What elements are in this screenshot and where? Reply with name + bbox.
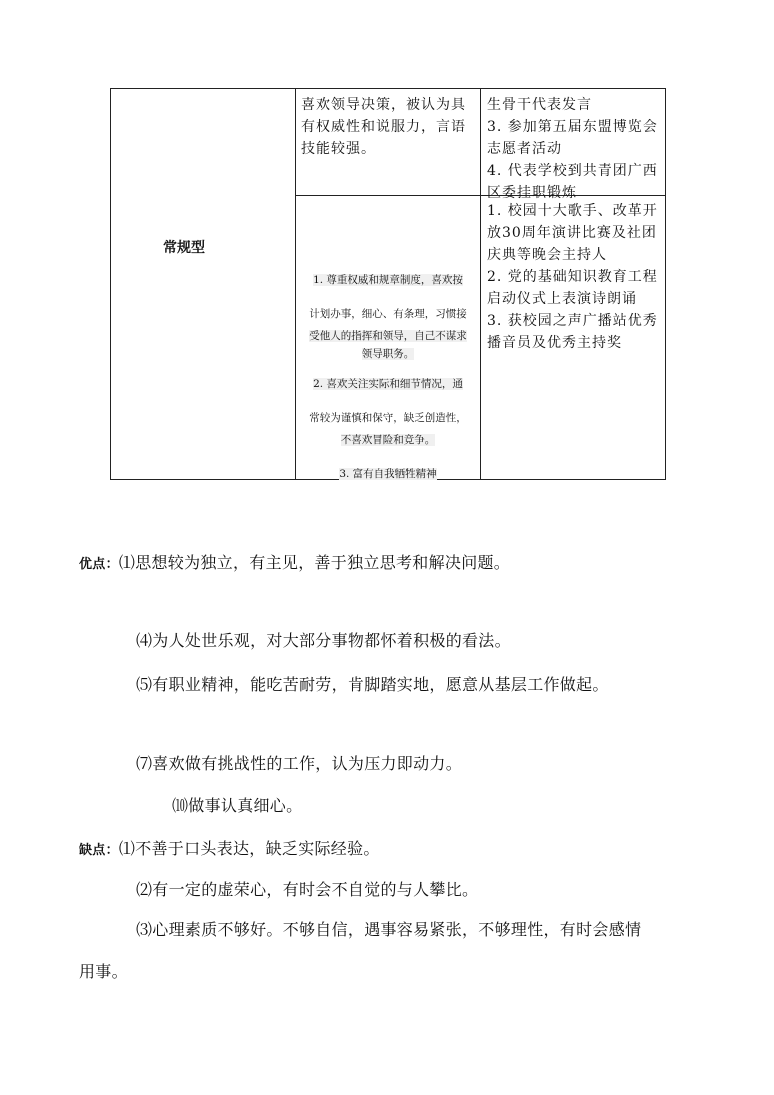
trait-line: 常较为谨慎和保守，缺乏创造性， — [309, 412, 467, 424]
row2-experience-cell — [487, 200, 663, 354]
weakness-item: ⑶心理素质不够好。不够自信，遇事容易紧张，不够理性，有时会感情 — [136, 920, 642, 939]
weakness-item: ⑴不善于口头表达，缺乏实际经验。 — [118, 839, 380, 858]
trait-line: 领导职务。 — [361, 348, 415, 360]
row2-type-label: 常规型 — [163, 240, 205, 256]
experience-line: 3. 获校园之声广播站优秀播音员及优秀主持奖 — [487, 313, 658, 351]
experience-line: 4. 代表学校到共青团广西区委挂职锻炼 — [487, 163, 658, 201]
profile-table — [110, 88, 666, 480]
weakness-item-continued: 用事。 — [79, 962, 128, 981]
trait-line: 受他人的指挥和领导，自己不谋求 — [309, 330, 467, 342]
weaknesses-first-line — [79, 836, 380, 864]
table-divider — [295, 89, 296, 479]
strengths-first-line — [79, 550, 510, 578]
strengths-label: 优点： — [79, 557, 119, 572]
trait-line: 不喜欢冒险和竞争。 — [340, 434, 436, 446]
strength-item: ⑷为人处世乐观，对大部分事物都怀着积极的看法。 — [136, 631, 511, 650]
experience-line: 1. 校园十大歌手、改革开放30周年演讲比赛及社团庆典等晚会主持人 — [487, 203, 658, 263]
weakness-item: ⑵有一定的虚荣心，有时会不自觉的与人攀比。 — [136, 880, 479, 899]
trait-line: 2. 喜欢关注实际和细节情况，通 — [313, 378, 463, 390]
experience-line: 生骨干代表发言 — [487, 97, 592, 113]
strength-item: ⑴思想较为独立，有主见，善于独立思考和解决问题。 — [118, 553, 511, 572]
row2-traits-cell — [299, 267, 477, 487]
table-divider — [480, 89, 481, 479]
trait-line: 1. 尊重权威和规章制度，喜欢按 — [313, 274, 463, 286]
row1-experience-cell — [487, 94, 663, 204]
row1-traits-cell: 喜欢领导决策，被认为具有权威性和说服力，言语技能较强。 — [301, 97, 466, 157]
weaknesses-label: 缺点： — [79, 843, 119, 858]
strength-item: ⑺喜欢做有挑战性的工作，认为压力即动力。 — [136, 754, 463, 773]
trait-line: 3. 富有自我牺牲精神 — [339, 468, 437, 480]
experience-line: 2. 党的基础知识教育工程启动仪式上表演诗朗诵 — [487, 269, 658, 307]
experience-line: 3. 参加第五届东盟博览会志愿者活动 — [487, 119, 658, 157]
trait-line: 计划办事，细心、有条理，习惯接 — [309, 308, 467, 320]
strength-item: ⑽做事认真细心。 — [172, 796, 303, 815]
strength-item: ⑸有职业精神，能吃苦耐劳，肯脚踏实地，愿意从基层工作做起。 — [136, 675, 609, 694]
